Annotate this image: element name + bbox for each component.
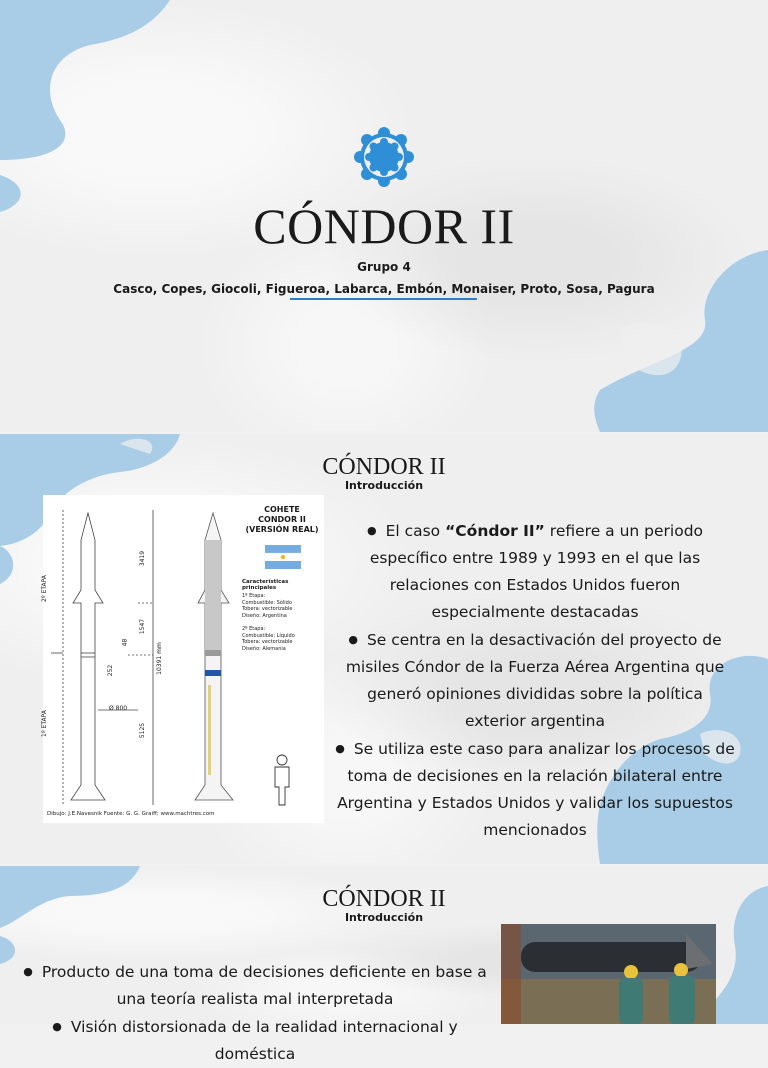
dim-1547: 1547 [139, 618, 147, 635]
list-item: ● Se centra en la desactivación del proyecto de misiles Cóndor de la Fuerza Aérea Argentina que generó opiniones divididas sobre la política exterior argentina [335, 626, 735, 735]
slide-subtitle: Introducción [344, 479, 424, 492]
features-title: Características principales [242, 579, 289, 591]
authors-list: Casco, Copes, Giocoli, Figueroa, Labarca, Embón, Monaiser, Proto, Sosa, Pagura [113, 282, 655, 296]
title-slide [0, 0, 768, 432]
dim-5125: 5125 [139, 722, 147, 739]
diagram-heading: COHETE CONDOR II (VERSIÓN REAL) [245, 505, 319, 534]
label-stage1: 1º ETAPA [41, 710, 48, 737]
stage1-info: 1º Etapa: Combustible: Sólido Tobera: vectorizable Diseño: Argentina [242, 593, 293, 619]
group-label: Grupo 4 [357, 260, 411, 274]
link-underline [290, 298, 477, 300]
rocket-diagram [43, 495, 324, 823]
list-item: ● Producto de una toma de decisiones deficiente en base a una teoría realista mal interpretada [10, 958, 500, 1013]
argentina-sun-icon [354, 127, 414, 187]
dim-800: Ø 800 [109, 705, 128, 712]
rocket-drawing [43, 495, 324, 823]
stage2-info: 2º Etapa: Combustible: Líquido Tobera: vectorizable Diseño: Alemania [242, 626, 295, 652]
dim-3419: 3419 [139, 550, 147, 567]
slide-subtitle: Introducción [344, 911, 424, 924]
intro-slide-2 [0, 866, 768, 1063]
list-item: ● Visión distorsionada de la realidad internacional y doméstica [10, 1013, 500, 1068]
missile-photo-image [501, 924, 716, 1024]
list-item: ● Se utiliza este caso para analizar los procesos de toma de decisiones en la relación bilateral entre Argentina y Estados Unidos y validar los supuestos mencionados [335, 735, 735, 844]
dim-10391: 10391 mm [155, 642, 163, 675]
intro-slide-1 [0, 434, 768, 864]
diagram-credit: Dibujo: J.E.Navesnik Fuente: G. G. Graiff; www.machtres.com [47, 811, 215, 817]
bullet-list [335, 517, 735, 844]
dim-48: 48 [121, 638, 129, 647]
condor-photo [501, 924, 716, 1024]
page-title: CÓNDOR II [253, 198, 515, 254]
dim-252: 252 [107, 664, 115, 677]
list-item: ● El caso “Cóndor II” refiere a un periodo específico entre 1989 y 1993 en el que las relaciones con Estados Unidos fueron especialmente destacadas [335, 517, 735, 626]
slide-title: CÓNDOR II [322, 886, 446, 912]
bullet-list [10, 958, 500, 1068]
slide-title: CÓNDOR II [322, 454, 446, 480]
label-stage2: 2º ETAPA [41, 575, 48, 602]
